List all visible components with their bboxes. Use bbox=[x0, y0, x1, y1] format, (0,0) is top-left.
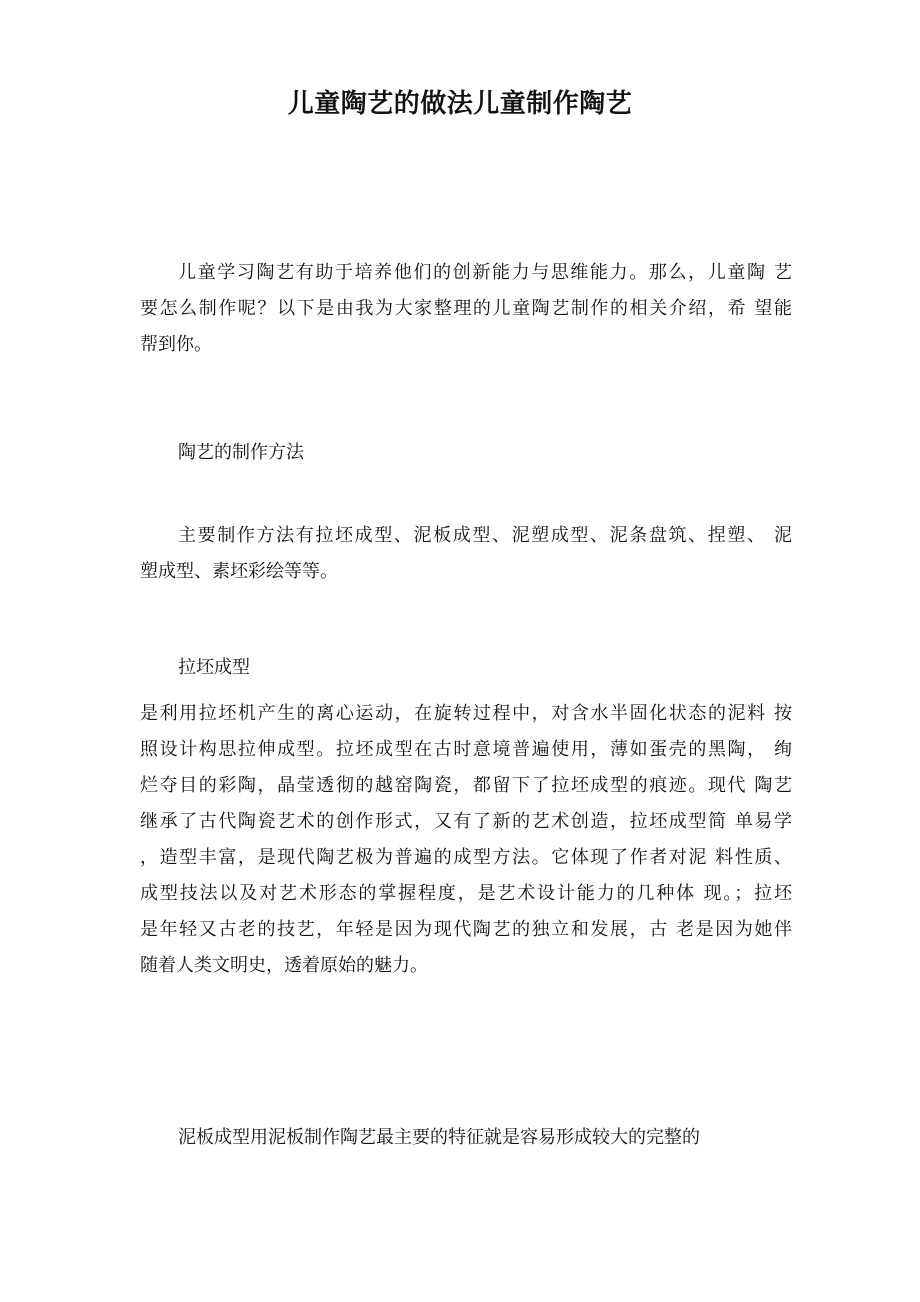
throwing-line: 照设计构思拉伸成型。拉坯成型在古时意境普遍使用，薄如蛋壳的黑陶， 绚 bbox=[140, 739, 792, 760]
throwing-line: 烂夺目的彩陶，晶莹透彻的越窑陶瓷，都留下了拉坯成型的痕迹。现代 陶艺 bbox=[140, 775, 792, 796]
throwing-line: 是年轻又古老的技艺，年轻是因为现代陶艺的独立和发展，古 老是因为她伴 bbox=[140, 919, 792, 940]
throwing-paragraph bbox=[140, 696, 792, 984]
throwing-line: 随着人类文明史，透着原始的魅力。 bbox=[140, 955, 428, 976]
throwing-line: 成型技法以及对艺术形态的掌握程度，是艺术设计能力的几种体 现。；拉坯 bbox=[140, 883, 792, 904]
intro-paragraph bbox=[140, 255, 792, 363]
heading-methods: 陶艺的制作方法 bbox=[178, 442, 304, 463]
throwing-line: 继承了古代陶瓷艺术的创作形式，又有了新的艺术创造，拉坯成型简 单易学 bbox=[140, 811, 792, 832]
methods-line: 主要制作方法有拉坯成型、泥板成型、泥塑成型、泥条盘筑、捏塑、 泥 bbox=[178, 525, 792, 546]
methods-paragraph bbox=[140, 518, 792, 590]
intro-line: 要怎么制作呢？以下是由我为大家整理的儿童陶艺制作的相关介绍，希 望能 bbox=[140, 298, 792, 319]
intro-line: 帮到你。 bbox=[140, 334, 212, 355]
intro-line: 儿童学习陶艺有助于培养他们的创新能力与思维能力。那么，儿童陶 艺 bbox=[178, 262, 792, 283]
methods-line: 塑成型、素坯彩绘等等。 bbox=[140, 561, 338, 582]
heading-throwing: 拉坯成型 bbox=[178, 657, 250, 678]
throwing-line: 是利用拉坯机产生的离心运动，在旋转过程中，对含水半固化状态的泥料 按 bbox=[140, 703, 792, 724]
throwing-line: ，造型丰富，是现代陶艺极为普遍的成型方法。它体现了作者对泥 料性质、 bbox=[140, 847, 792, 868]
slab-paragraph bbox=[140, 1120, 792, 1156]
document-title: 儿童陶艺的做法儿童制作陶艺 bbox=[287, 89, 633, 119]
slab-line: 泥板成型用泥板制作陶艺最主要的特征就是容易形成较大的完整的 bbox=[178, 1127, 700, 1148]
